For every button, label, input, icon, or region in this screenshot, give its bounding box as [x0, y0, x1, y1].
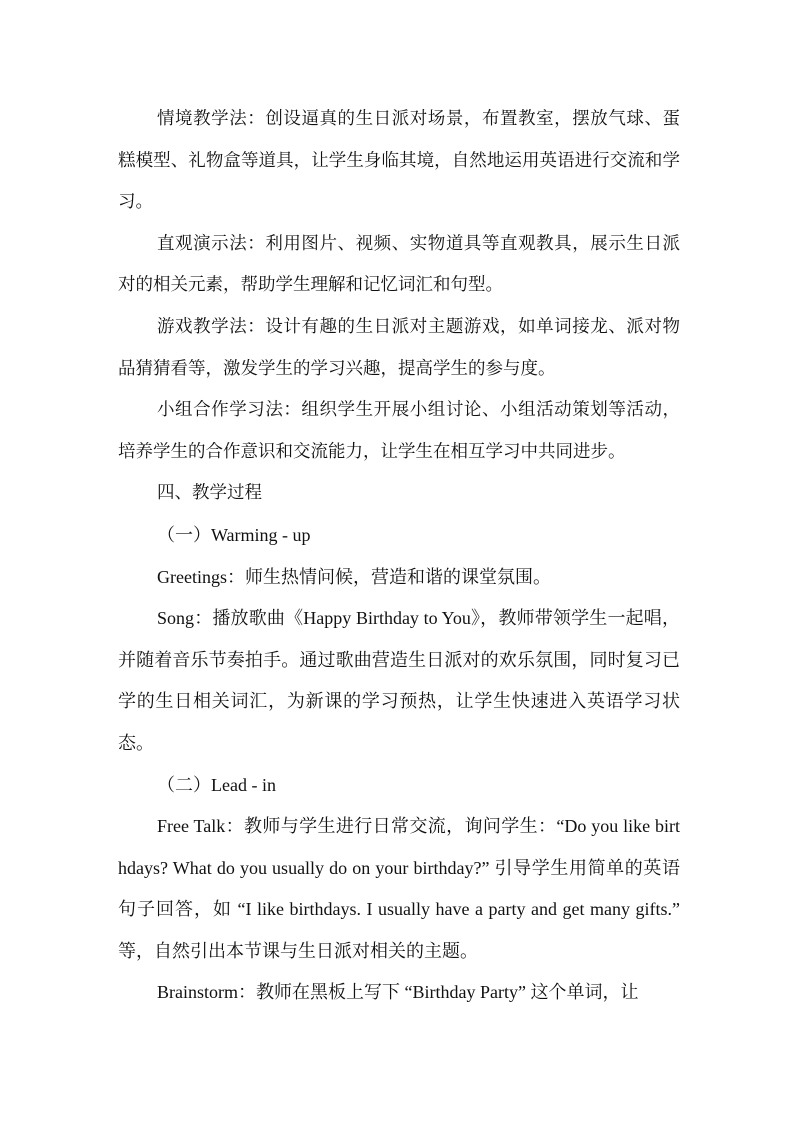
paragraph-situational-teaching: 情境教学法：创设逼真的生日派对场景，布置教室，摆放气球、蛋糕模型、礼物盒等道具，让学生身临其境，自然地运用英语进行交流和学习。 — [118, 109, 680, 213]
paragraph-game-teaching: 游戏教学法：设计有趣的生日派对主题游戏，如单词接龙、派对物品猜猜看等，激发学生的学习兴趣，提高学生的参与度。 — [118, 316, 680, 379]
subheading-lead-in: （二）Lead - in — [157, 774, 276, 795]
paragraph-free-talk: Free Talk：教师与学生进行日常交流，询问学生：“Do you like birthdays? What do you usually do on your birthday?” 引导学生用简单的英语句子回答，如 “I like birthdays. I usually have a party and get many gifts.” 等，自然引出本节课与生日派对相关的主题。 — [118, 816, 680, 961]
paragraph-brainstorm: Brainstorm：教师在黑板上写下 “Birthday Party” 这个单词，让 — [157, 982, 639, 1003]
document-body — [118, 99, 680, 1014]
section-title-teaching-process: 四、教学过程 — [157, 483, 262, 504]
paragraph-song: Song：播放歌曲《Happy Birthday to You》，教师带领学生一起唱，并随着音乐节奏拍手。通过歌曲营造生日派对的欢乐氛围，同时复习已学的生日相关词汇，为新课的学习预热，让学生快速进入英语学习状态。 — [118, 608, 680, 753]
paragraph-group-cooperation: 小组合作学习法：组织学生开展小组讨论、小组活动策划等活动，培养学生的合作意识和交流能力，让学生在相互学习中共同进步。 — [118, 400, 680, 462]
paragraph-greetings: Greetings：师生热情问候，营造和谐的课堂氛围。 — [157, 566, 551, 587]
subheading-warming-up: （一）Warming - up — [157, 524, 311, 545]
paragraph-visual-demonstration: 直观演示法：利用图片、视频、实物道具等直观教具，展示生日派对的相关元素，帮助学生理解和记忆词汇和句型。 — [118, 233, 680, 296]
